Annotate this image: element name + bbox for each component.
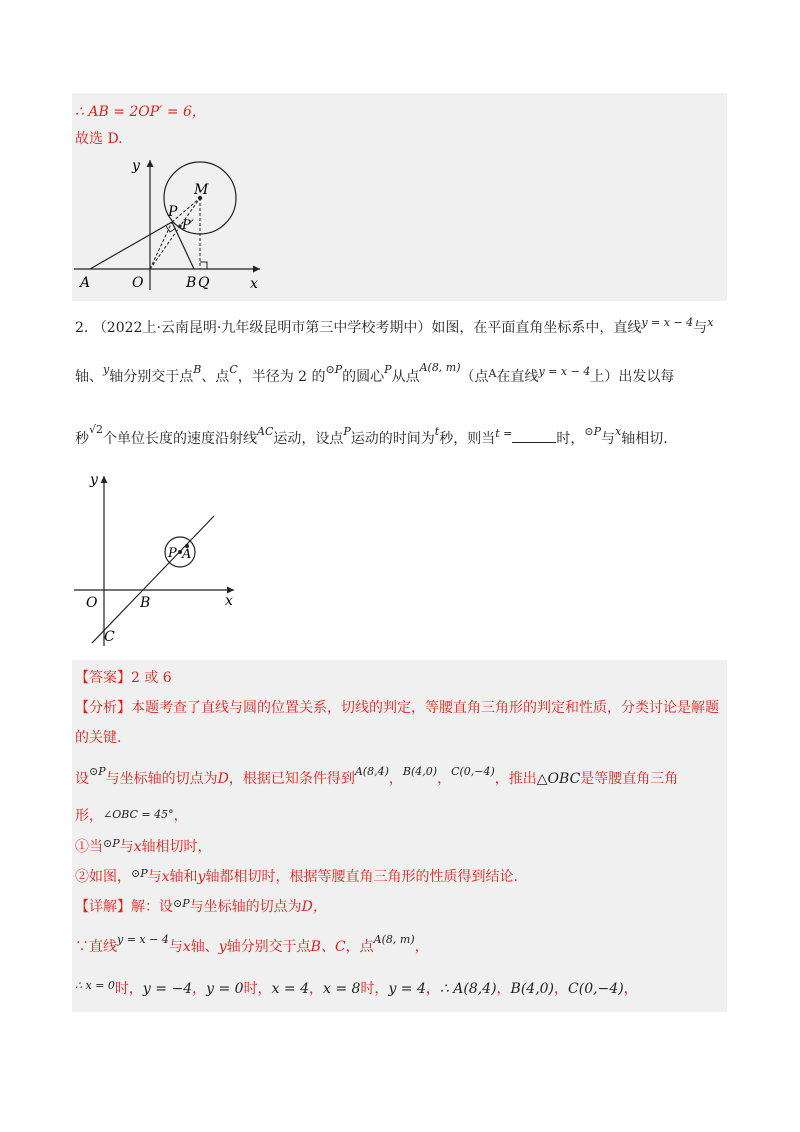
analysis-line-4: 形，∠OBC = 45°， (75, 808, 188, 824)
detail-line-1: 【详解】解：设$^{⊙P}$与坐标轴的切点为D， (75, 897, 327, 915)
answer-line (75, 667, 172, 687)
question-line-1: 2. （2022上·云南昆明·九年级昆明市第三中学校考期中）如图，在平面直角坐标系中，直线$^{y = x - 4}$与$^x$ (75, 316, 714, 336)
answer-blank[interactable] (512, 430, 556, 443)
analysis-label: 【分析】 (75, 700, 131, 716)
fig1-label-o: O (132, 275, 144, 291)
fig1-label-a: A (80, 275, 91, 291)
fig2-line-y-eq-x-minus-4 (92, 516, 214, 643)
fig1-label-p: P (168, 204, 178, 220)
analysis-case-1: ①当$^{⊙P}$与x轴相切时， (75, 837, 212, 855)
fig1-label-b: B (186, 275, 197, 291)
analysis-line-2: 的关键. (75, 730, 122, 746)
fig2-label-y: y (90, 472, 98, 488)
fig1-label-p-prime: P′ (182, 218, 194, 233)
fig2-label-o: O (86, 595, 98, 611)
fig1-line-ap (90, 222, 172, 269)
fig2-label-p: P (168, 546, 177, 561)
fig2-label-a: A (182, 547, 192, 562)
answer-value: 2 或 6 (131, 670, 172, 686)
analysis-line-3: 设$^{⊙P}$与坐标轴的切点为D，根据已知条件得到$^{A(8,4)}$，$^{B(4,0)}$，$^{C(0,-4)}$，推出△OBC是等腰直角三角 (75, 765, 679, 787)
fig1-dash-op (150, 222, 172, 269)
fig1-label-m: M (194, 182, 209, 198)
answer-label: 【答案】 (75, 670, 131, 686)
fig2-label-b: B (140, 595, 151, 611)
prev-solution-line-2: 故选 D. (75, 131, 123, 147)
fig1-label-q: Q (198, 275, 210, 291)
analysis-line-1: 【分析】本题考查了直线与圆的位置关系，切线的判定，等腰直角三角形的判定和性质，分类讨论是解题 (75, 700, 719, 716)
question-source: （2022上·云南昆明·九年级昆明市第三中学校考期中） (92, 320, 432, 336)
detail-line-3: $^{\therefore x = 0}$时，y = −4，y = 0时，x = 4，x = 8时，y = 4，∴ A(8,4)，B(4,0)，C(0,−4)， (75, 979, 638, 997)
fig1-label-x: x (250, 276, 258, 292)
question-line-2: 轴、$^y$轴分别交于点$^B$、点$^C$，半径为 2 的$^{⊙P}$的圆心$^P$从点$^{A(8, m)}$（点$^A$在直线$^{y = x - 4}$上）出发以每 (75, 361, 675, 385)
prev-solution-line-1: ∴ AB = 2OP′ = 6， (75, 104, 206, 120)
fig2-label-x: x (225, 593, 233, 609)
figure-1-geometry (72, 150, 272, 295)
analysis-case-2: ②如图，$^{⊙P}$与x轴和y轴都相切时，根据等腰直角三角形的性质得到结论. (75, 867, 518, 885)
question-number: 2. (75, 320, 89, 336)
detail-label: 【详解】 (75, 899, 131, 915)
fig1-right-angle-q (200, 262, 207, 269)
figure-2-geometry (72, 468, 252, 648)
question-line-3: 秒$^{√2}$个单位长度的速度沿射线$^{AC}$运动，设点$^P$运动的时间为$^t$秒，则当$^{t =}$ 时，$^{⊙P}$与$^x$轴相切. (75, 423, 668, 447)
fig1-label-y: y (132, 158, 140, 174)
detail-line-2: ∵直线$^{y = x - 4}$与x轴、y轴分别交于点B、C，点$^{A(8, m)}$， (75, 933, 429, 955)
fig2-label-c: C (104, 629, 115, 645)
